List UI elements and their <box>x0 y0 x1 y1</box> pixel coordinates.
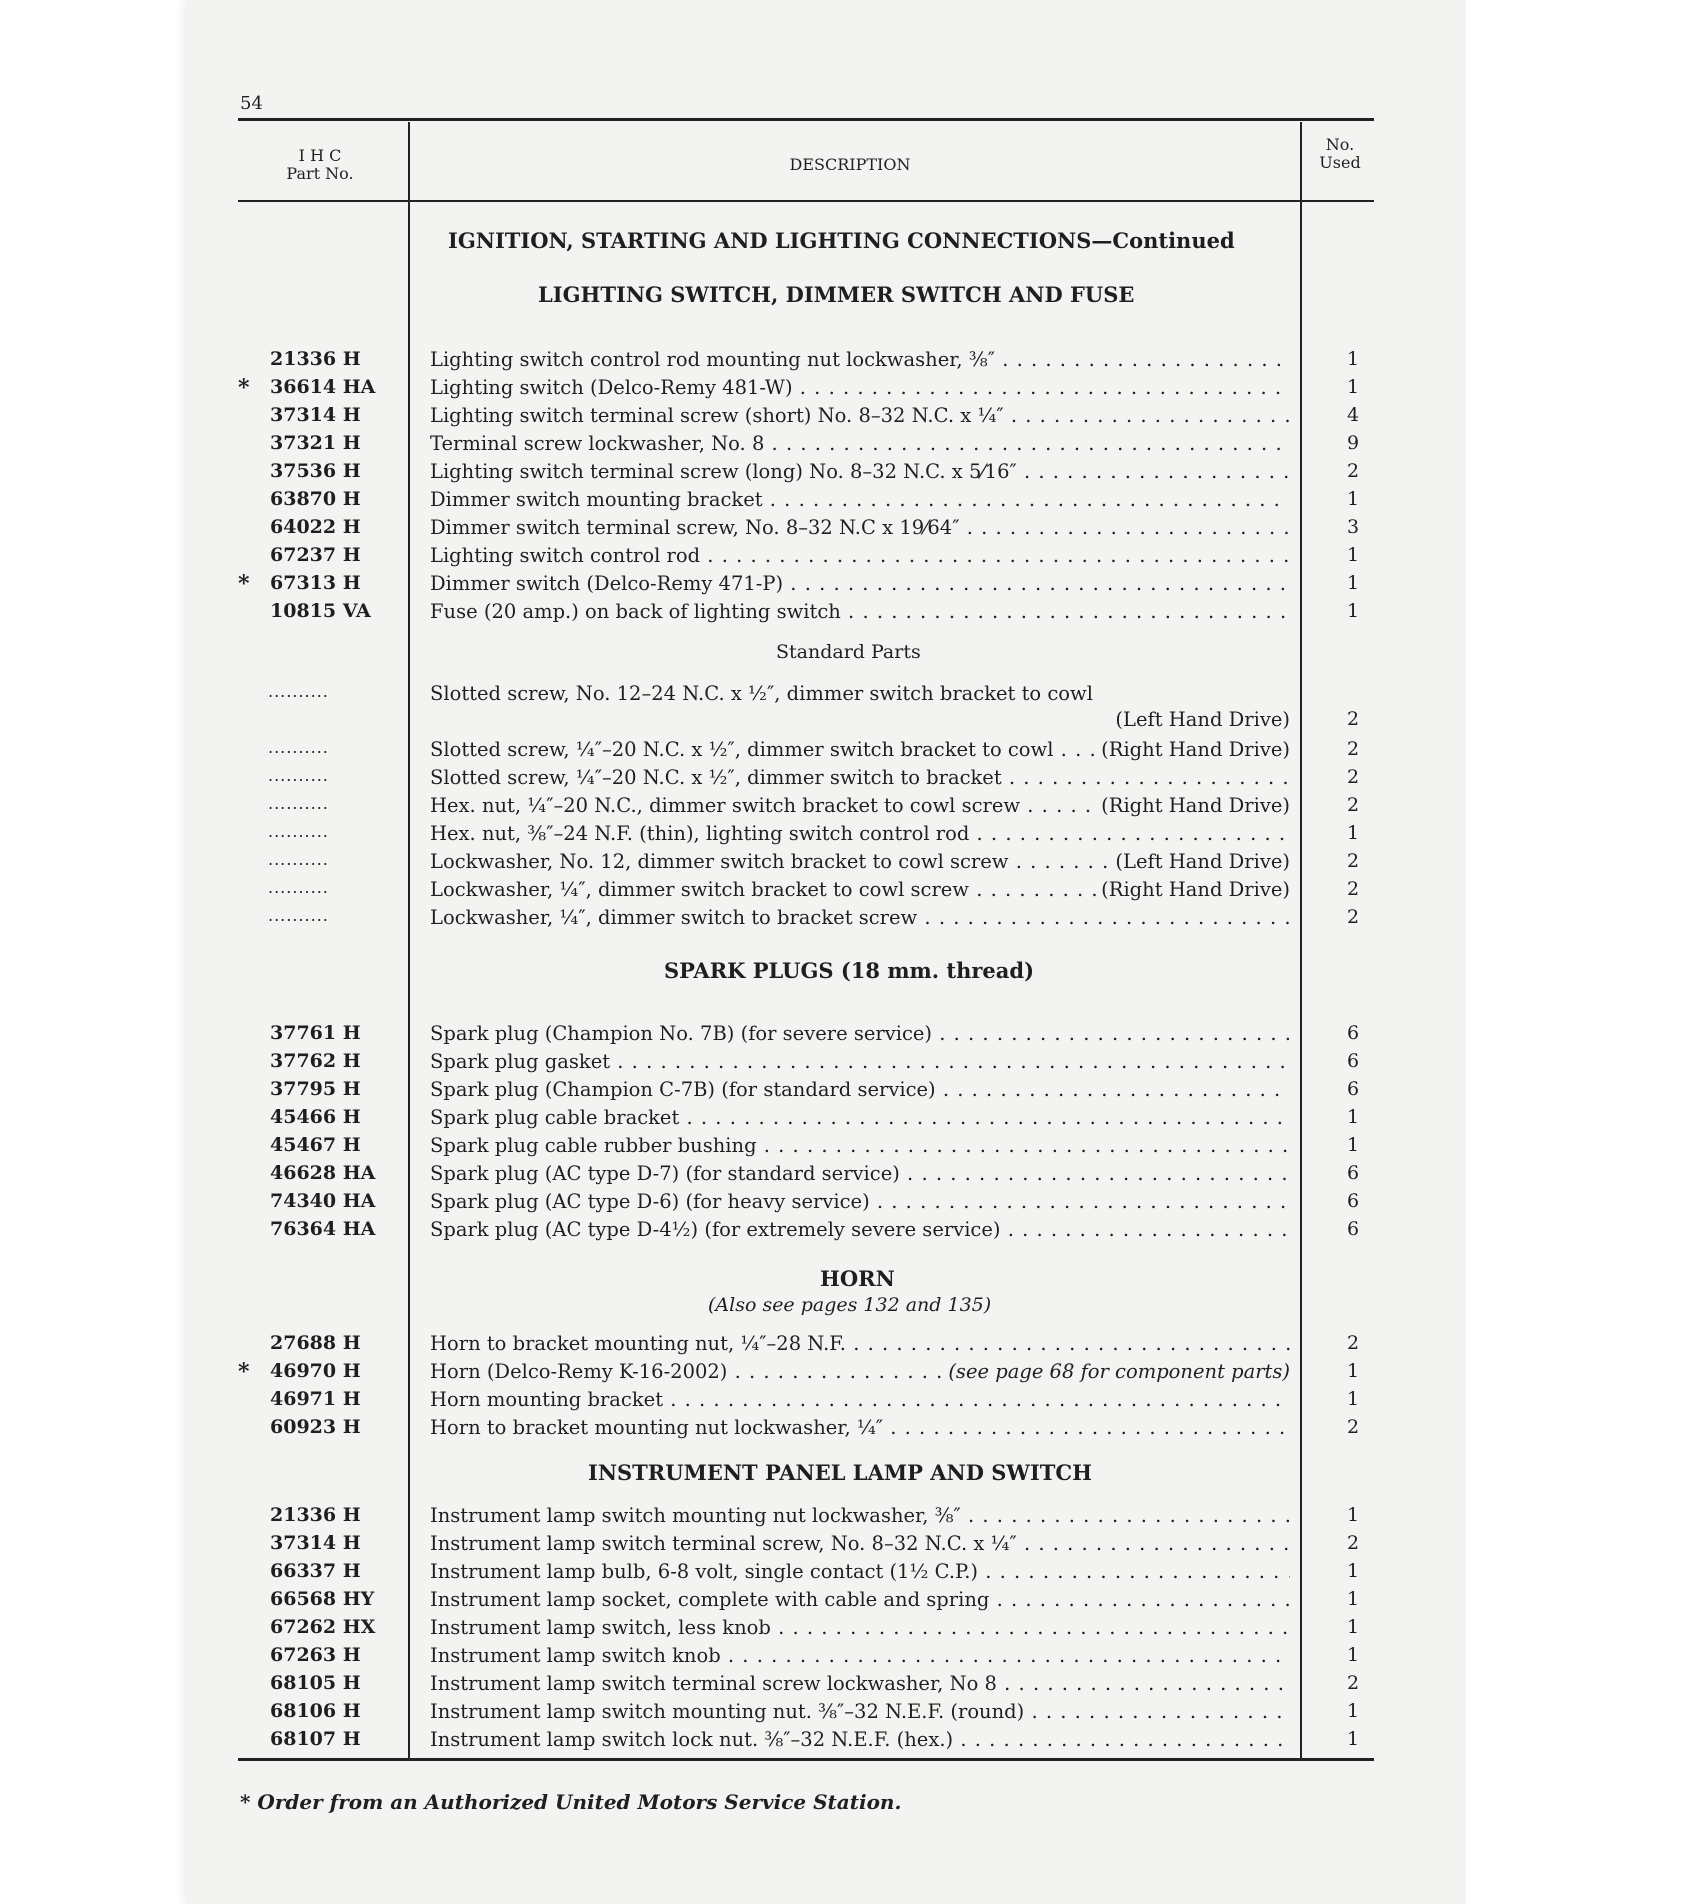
table-row <box>0 1728 1700 1756</box>
quantity-used: 6 <box>1346 1078 1360 1100</box>
quantity-used: 1 <box>1346 1588 1360 1610</box>
quantity-used: 2 <box>1346 878 1360 900</box>
quantity-used: 1 <box>1346 488 1360 510</box>
part-description: Lighting switch terminal screw (short) No. 8–32 N.C. x ¼″ . . . <box>430 404 1290 427</box>
quantity-used: 2 <box>1346 460 1360 482</box>
part-description: Instrument lamp switch, less knob . . . <box>430 1616 1290 1639</box>
part-description: Slotted screw, ¼″–20 N.C. x ½″, dimmer switch to bracket . . . <box>430 766 1290 789</box>
quantity-used: 1 <box>1346 1616 1360 1638</box>
part-description: Spark plug (AC type D-6) (for heavy service) . . . <box>430 1190 1290 1213</box>
table-row <box>0 488 1700 516</box>
table-row <box>0 850 1700 878</box>
part-description: Fuse (20 amp.) on back of lighting switch . . . <box>430 600 1290 623</box>
table-row <box>0 1106 1700 1134</box>
quantity-used: 2 <box>1346 906 1360 928</box>
table-row <box>0 600 1700 628</box>
table-row <box>0 1560 1700 1588</box>
part-number: 45466 H <box>270 1106 361 1128</box>
part-description: Lighting switch terminal screw (long) No. 8–32 N.C. x 5⁄16″ . . . <box>430 460 1290 483</box>
table-row <box>0 572 1700 600</box>
table-row <box>0 682 1700 731</box>
part-no-placeholder: .......... <box>268 822 329 841</box>
part-description: Instrument lamp switch knob . . . <box>430 1644 1290 1667</box>
footnote: * Order from an Authorized United Motors Service Station. <box>240 1790 902 1814</box>
table-row <box>0 1532 1700 1560</box>
table-row <box>0 1190 1700 1218</box>
part-description: Dimmer switch (Delco-Remy 471-P) . . . <box>430 572 1290 595</box>
part-no-placeholder: .......... <box>268 878 329 897</box>
page-number: 54 <box>240 93 263 114</box>
quantity-used: 4 <box>1346 404 1360 426</box>
part-description: Spark plug cable rubber bushing . . . <box>430 1134 1290 1157</box>
quantity-used: 2 <box>1346 1672 1360 1694</box>
spark-plugs-section-title: SPARK PLUGS (18 mm. thread) <box>664 958 1035 983</box>
asterisk-marker: * <box>238 375 250 401</box>
quantity-used: 6 <box>1346 1022 1360 1044</box>
part-description: Lockwasher, No. 12, dimmer switch bracket to cowl screw . . . <box>430 850 1290 873</box>
part-description: Spark plug (Champion No. 7B) (for severe service) . . . <box>430 1022 1290 1045</box>
part-description: Spark plug cable bracket . . . <box>430 1106 1290 1129</box>
part-no-placeholder: .......... <box>268 738 329 757</box>
part-description: Lighting switch control rod mounting nut lockwasher, ⅜″ . . . <box>430 348 1290 371</box>
part-no-placeholder: .......... <box>268 794 329 813</box>
table-row <box>0 1388 1700 1416</box>
part-number: 37761 H <box>270 1022 361 1044</box>
table-row <box>0 1672 1700 1700</box>
table-row <box>0 404 1700 432</box>
part-description: Dimmer switch terminal screw, No. 8–32 N.C x 19⁄64″ . . . <box>430 516 1290 539</box>
part-note: (Left Hand Drive) <box>1111 850 1290 873</box>
quantity-used: 2 <box>1346 1332 1360 1354</box>
part-number: 37762 H <box>270 1050 361 1072</box>
quantity-used: 2 <box>1346 766 1360 788</box>
ignition-section-title: IGNITION, STARTING AND LIGHTING CONNECTIONS—Continued <box>448 228 1235 253</box>
part-description: Hex. nut, ⅜″–24 N.F. (thin), lighting switch control rod . . . <box>430 822 1290 845</box>
part-number: 37536 H <box>270 460 361 482</box>
part-note: (Right Hand Drive) <box>1097 794 1290 817</box>
quantity-used: 2 <box>1346 708 1360 730</box>
quantity-used: 1 <box>1346 1360 1360 1382</box>
quantity-used: 1 <box>1346 1644 1360 1666</box>
part-number: 66337 H <box>270 1560 361 1582</box>
standard-parts-heading: Standard Parts <box>776 641 921 663</box>
part-number: 10815 VA <box>270 600 371 622</box>
part-description: Horn to bracket mounting nut, ¼″–28 N.F. . . . <box>430 1332 1290 1355</box>
description-header: DESCRIPTION <box>789 155 911 174</box>
part-note: (Right Hand Drive) <box>1097 878 1290 901</box>
part-description: Slotted screw, ¼″–20 N.C. x ½″, dimmer switch bracket to cowl . . . <box>430 738 1290 761</box>
instrument-section-title: INSTRUMENT PANEL LAMP AND SWITCH <box>588 1460 1092 1485</box>
table-row <box>0 1644 1700 1672</box>
quantity-used: 9 <box>1346 432 1360 454</box>
part-description: Horn mounting bracket . . . <box>430 1388 1290 1411</box>
table-row <box>0 1218 1700 1246</box>
part-description: Instrument lamp socket, complete with cable and spring . . . <box>430 1588 1290 1611</box>
header-top-rule <box>238 118 1374 121</box>
table-row <box>0 460 1700 488</box>
part-number: 37314 H <box>270 404 361 426</box>
part-number: 36614 HA <box>270 376 376 398</box>
table-row <box>0 1134 1700 1162</box>
part-description: Terminal screw lockwasher, No. 8 . . . <box>430 432 1290 455</box>
table-row <box>0 794 1700 822</box>
quantity-used: 6 <box>1346 1050 1360 1072</box>
asterisk-marker: * <box>238 571 250 597</box>
quantity-used: 2 <box>1346 794 1360 816</box>
part-number: 46628 HA <box>270 1162 376 1184</box>
part-number: 37321 H <box>270 432 361 454</box>
quantity-used: 2 <box>1346 1532 1360 1554</box>
part-number: 27688 H <box>270 1332 361 1354</box>
part-no-placeholder: .......... <box>268 766 329 785</box>
table-row <box>0 766 1700 794</box>
quantity-used: 1 <box>1346 1106 1360 1128</box>
table-row <box>0 544 1700 572</box>
part-number: 37314 H <box>270 1532 361 1554</box>
quantity-used: 1 <box>1346 822 1360 844</box>
quantity-used: 2 <box>1346 738 1360 760</box>
table-row <box>0 906 1700 934</box>
table-row <box>0 1078 1700 1106</box>
part-description: Spark plug (Champion C-7B) (for standard service) . . . <box>430 1078 1290 1101</box>
horn-subtitle: (Also see pages 132 and 135) <box>708 1294 992 1316</box>
part-description: Instrument lamp switch mounting nut lockwasher, ⅜″ . . . <box>430 1504 1290 1527</box>
part-number: 68107 H <box>270 1728 361 1750</box>
part-description: Spark plug (AC type D-4½) (for extremely severe service) . . . <box>430 1218 1290 1241</box>
quantity-used: 1 <box>1346 376 1360 398</box>
table-row <box>0 1504 1700 1532</box>
table-row <box>0 878 1700 906</box>
part-description: Lighting switch control rod . . . <box>430 544 1290 567</box>
part-description: Lockwasher, ¼″, dimmer switch bracket to cowl screw . . . <box>430 878 1290 901</box>
part-description: Spark plug (AC type D-7) (for standard service) . . . <box>430 1162 1290 1185</box>
table-row <box>0 738 1700 766</box>
quantity-used: 1 <box>1346 1388 1360 1410</box>
part-number: 76364 HA <box>270 1218 376 1240</box>
quantity-used: 1 <box>1346 544 1360 566</box>
part-no-placeholder: .......... <box>268 850 329 869</box>
no-used-header: No. Used <box>1319 135 1361 172</box>
part-number: 67237 H <box>270 544 361 566</box>
part-number: 67263 H <box>270 1644 361 1666</box>
part-number: 46971 H <box>270 1388 361 1410</box>
part-no-placeholder: .......... <box>268 682 329 701</box>
quantity-used: 6 <box>1346 1218 1360 1240</box>
part-description: Hex. nut, ¼″–20 N.C., dimmer switch bracket to cowl screw . . . <box>430 794 1290 817</box>
quantity-used: 1 <box>1346 348 1360 370</box>
part-number: 64022 H <box>270 516 361 538</box>
asterisk-marker: * <box>238 1359 250 1385</box>
part-note: (Left Hand Drive) <box>1111 708 1290 731</box>
part-no-placeholder: .......... <box>268 906 329 925</box>
part-description: Lighting switch (Delco-Remy 481-W) . . . <box>430 376 1290 399</box>
part-description: Slotted screw, No. 12–24 N.C. x ½″, dimmer switch bracket to cowl <box>430 682 1093 705</box>
table-row <box>0 516 1700 544</box>
table-row <box>0 348 1700 376</box>
part-number: 74340 HA <box>270 1190 376 1212</box>
table-bottom-rule <box>238 1758 1374 1761</box>
table-row <box>0 1050 1700 1078</box>
table-row <box>0 1416 1700 1444</box>
table-row <box>0 1332 1700 1360</box>
part-number: 46970 H <box>270 1360 361 1382</box>
part-description: Horn (Delco-Remy K-16-2002) . . . <box>430 1360 1290 1383</box>
quantity-used: 6 <box>1346 1190 1360 1212</box>
part-description: Dimmer switch mounting bracket . . . <box>430 488 1290 511</box>
table-row <box>0 822 1700 850</box>
part-description: Instrument lamp switch terminal screw lockwasher, No 8 . . . <box>430 1672 1290 1695</box>
quantity-used: 1 <box>1346 1134 1360 1156</box>
quantity-used: 1 <box>1346 600 1360 622</box>
table-row <box>0 1162 1700 1190</box>
part-number: 21336 H <box>270 348 361 370</box>
part-description: Horn to bracket mounting nut lockwasher, ¼″ . . . <box>430 1416 1290 1439</box>
part-note: (Right Hand Drive) <box>1097 738 1290 761</box>
quantity-used: 6 <box>1346 1162 1360 1184</box>
part-description: Spark plug gasket . . . <box>430 1050 1290 1073</box>
part-number: 67262 HX <box>270 1616 376 1638</box>
table-row <box>0 1588 1700 1616</box>
quantity-used: 1 <box>1346 1560 1360 1582</box>
part-number: 67313 H <box>270 572 361 594</box>
table-row <box>0 1616 1700 1644</box>
part-number: 45467 H <box>270 1134 361 1156</box>
part-description: Instrument lamp switch lock nut. ⅜″–32 N.E.F. (hex.) . . . <box>430 1728 1290 1751</box>
quantity-used: 1 <box>1346 1504 1360 1526</box>
table-row <box>0 1022 1700 1050</box>
part-description: Instrument lamp switch mounting nut. ⅜″–32 N.E.F. (round) . . . <box>430 1700 1290 1723</box>
quantity-used: 1 <box>1346 1728 1360 1750</box>
part-description: Instrument lamp switch terminal screw, No. 8–32 N.C. x ¼″ . . . <box>430 1532 1290 1555</box>
part-description: Lockwasher, ¼″, dimmer switch to bracket screw . . . <box>430 906 1290 929</box>
table-row <box>0 1700 1700 1728</box>
part-no-header: I H C Part No. <box>286 146 354 183</box>
part-number: 37795 H <box>270 1078 361 1100</box>
table-row <box>0 1360 1700 1388</box>
part-number: 60923 H <box>270 1416 361 1438</box>
table-row <box>0 432 1700 460</box>
part-number: 68106 H <box>270 1700 361 1722</box>
quantity-used: 3 <box>1346 516 1360 538</box>
quantity-used: 1 <box>1346 1700 1360 1722</box>
quantity-used: 2 <box>1346 1416 1360 1438</box>
horn-section-title: HORN <box>820 1266 895 1291</box>
table-row <box>0 376 1700 404</box>
quantity-used: 2 <box>1346 850 1360 872</box>
part-number: 63870 H <box>270 488 361 510</box>
part-note: (see page 68 for component parts) <box>944 1360 1290 1383</box>
part-number: 68105 H <box>270 1672 361 1694</box>
part-description: Instrument lamp bulb, 6-8 volt, single contact (1½ C.P.) . . . <box>430 1560 1290 1583</box>
lighting-section-title: LIGHTING SWITCH, DIMMER SWITCH AND FUSE <box>538 282 1135 307</box>
part-number: 66568 HY <box>270 1588 375 1610</box>
part-number: 21336 H <box>270 1504 361 1526</box>
quantity-used: 1 <box>1346 572 1360 594</box>
